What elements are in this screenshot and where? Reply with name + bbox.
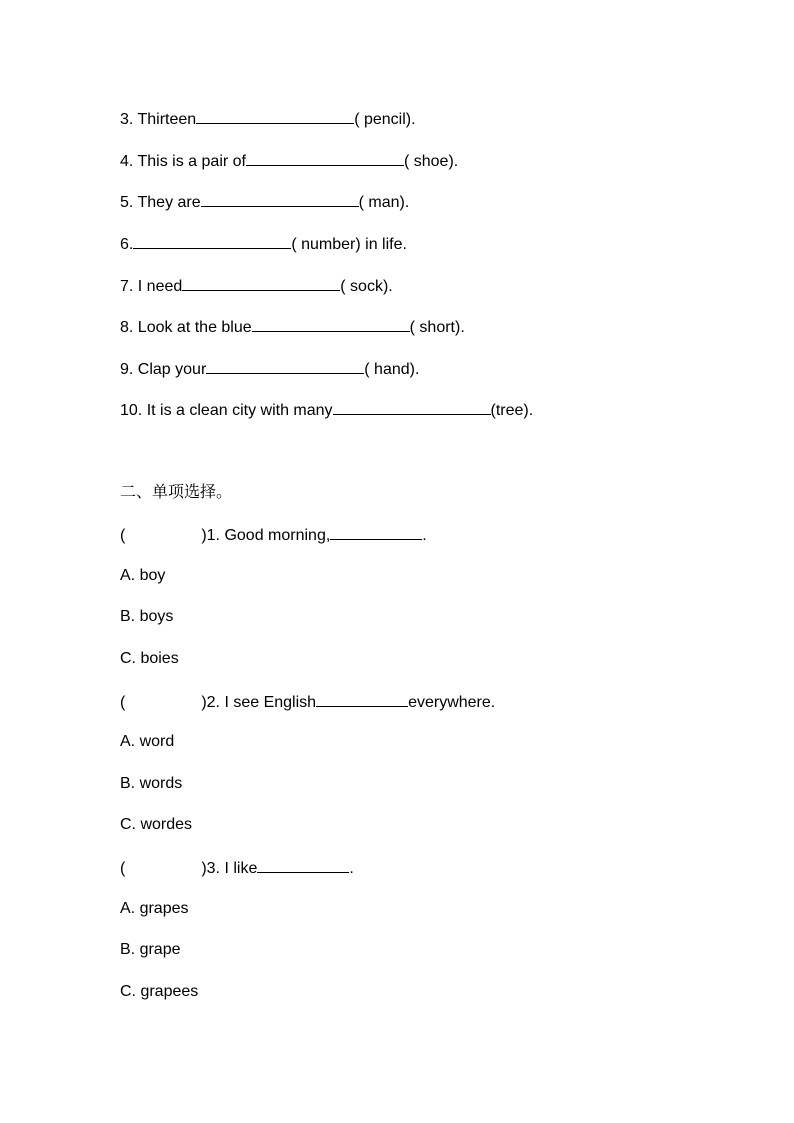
fill-item-hint: ( man). xyxy=(358,194,410,211)
question-paren: ( xyxy=(120,527,126,544)
fill-item-text: 7. I need xyxy=(120,278,183,295)
fill-item-text: 10. It is a clean city with many xyxy=(120,402,333,419)
question-paren: ( xyxy=(120,694,126,711)
fill-item-text: 3. Thirteen xyxy=(120,111,197,128)
answer-blank xyxy=(257,857,349,873)
fill-item-8 xyxy=(120,316,465,338)
fill-item-text: 8. Look at the blue xyxy=(120,319,252,336)
question-3 xyxy=(120,857,354,879)
fill-item-hint: ( shoe). xyxy=(403,153,459,170)
option-a[interactable]: A. grapes xyxy=(120,900,189,917)
fill-item-hint: ( short). xyxy=(409,319,465,336)
fill-item-hint: (tree). xyxy=(490,402,534,419)
fill-item-hint: ( number) in life. xyxy=(291,236,407,253)
question-text-end: . xyxy=(422,527,427,544)
answer-blank[interactable] xyxy=(246,150,404,166)
option-a[interactable]: A. word xyxy=(120,733,175,750)
option-a[interactable]: A. boy xyxy=(120,567,166,584)
fill-item-text: 5. They are xyxy=(120,194,201,211)
fill-item-text: 9. Clap your xyxy=(120,361,207,378)
fill-item-7 xyxy=(120,275,393,297)
answer-blank[interactable] xyxy=(196,108,354,124)
fill-item-hint: ( pencil). xyxy=(354,111,416,128)
option-c[interactable]: C. boies xyxy=(120,650,179,667)
fill-item-6 xyxy=(120,233,407,255)
question-2 xyxy=(120,691,495,713)
answer-blank[interactable] xyxy=(206,358,364,374)
option-b[interactable]: B. words xyxy=(120,775,183,792)
option-c[interactable]: C. wordes xyxy=(120,816,193,833)
question-text: )2. I see English xyxy=(201,694,317,711)
question-text: )1. Good morning, xyxy=(201,527,331,544)
answer-blank[interactable] xyxy=(133,233,291,249)
question-text-end: . xyxy=(349,860,354,877)
answer-blank[interactable] xyxy=(201,191,359,207)
fill-item-3 xyxy=(120,108,416,130)
fill-item-text: 6. xyxy=(120,236,134,253)
question-text: )3. I like xyxy=(201,860,258,877)
answer-blank[interactable] xyxy=(182,275,340,291)
fill-item-hint: ( hand). xyxy=(364,361,420,378)
answer-blank[interactable] xyxy=(252,316,410,332)
question-text-end: everywhere. xyxy=(408,694,496,711)
fill-item-4 xyxy=(120,150,458,172)
section-heading: 二、单项选择。 xyxy=(120,482,233,501)
option-b[interactable]: B. boys xyxy=(120,608,174,625)
fill-item-5 xyxy=(120,191,409,213)
question-paren: ( xyxy=(120,860,126,877)
option-b[interactable]: B. grape xyxy=(120,941,181,958)
fill-item-10 xyxy=(120,399,533,421)
question-1 xyxy=(120,524,427,546)
fill-item-text: 4. This is a pair of xyxy=(120,153,246,170)
option-c[interactable]: C. grapees xyxy=(120,983,199,1000)
fill-item-9 xyxy=(120,358,419,380)
answer-blank xyxy=(316,691,408,707)
fill-item-hint: ( sock). xyxy=(340,278,393,295)
answer-blank xyxy=(330,524,422,540)
answer-blank[interactable] xyxy=(333,399,491,415)
